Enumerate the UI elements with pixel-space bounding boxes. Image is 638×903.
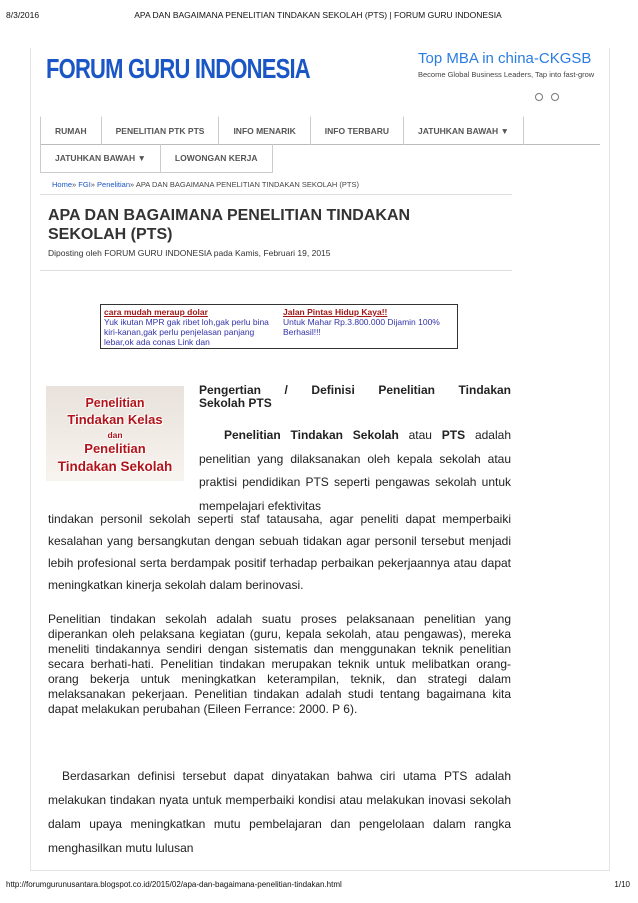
breadcrumb-current: APA DAN BAGAIMANA PENELITIAN TINDAKAN SEKOLAH (PTS) [135, 180, 359, 189]
article-paragraph-3 [48, 764, 511, 860]
main-nav-row2 [40, 144, 600, 172]
thumbnail-line: Tindakan Sekolah [57, 459, 173, 474]
top-ad-description: Become Global Business Leaders, Tap into fast-grow [418, 70, 595, 79]
print-url: http://forumgurunusantara.blogspot.co.id/2015/02/apa-dan-bagaimana-penelitian-tindakan.html [6, 880, 342, 889]
article-paragraph-1-cont: tindakan personil sekolah seperti staf tatausaha, agar peneliti dapat memperbaiki kesalahan yang bersangkutan dengan sebuah tidakan agar personil tersebut menjadi lebih profesional serta berdampak positif terhadap perbaikan pekerjaannya atau dapat meningkatkan kinerja sekolah dalam berinovasi. [48, 512, 511, 592]
article-paragraph-1 [199, 424, 511, 518]
top-ad-title[interactable]: Top MBA in china-CKGSB [418, 50, 592, 67]
text-ad-right-headline[interactable]: Jalan Pintas Hidup Kaya!! [283, 307, 388, 317]
article-subtitle [199, 384, 511, 410]
nav-item-penelitian[interactable]: PENELITIAN PTK PTS [101, 116, 220, 145]
nav-item-rumah[interactable]: RUMAH [40, 116, 102, 145]
breadcrumb-sep: » [130, 180, 135, 189]
top-ad-banner[interactable] [418, 50, 608, 102]
nav-item-dropdown[interactable]: JATUHKAN BAWAH ▼ [403, 116, 524, 145]
carousel-dot-icon[interactable] [535, 93, 543, 101]
print-date: 8/3/2016 [6, 10, 40, 20]
ad-carousel-dots[interactable] [535, 88, 567, 102]
term-pts-abbr: PTS [441, 428, 466, 442]
print-title: APA DAN BAGAIMANA PENELITIAN TINDAKAN SEKOLAH (PTS) | FORUM GURU INDONESIA [134, 10, 502, 20]
post-title: APA DAN BAGAIMANA PENELITIAN TINDAKAN SEKOLAH (PTS) [48, 207, 411, 243]
thumbnail-line: Tindakan Kelas [67, 412, 163, 427]
breadcrumb-category[interactable]: Penelitian [97, 180, 130, 189]
breadcrumb-home[interactable]: Home [52, 180, 73, 189]
text-ad-left-text: Yuk ikutan MPR gak ribet loh,gak perlu bina kiri-kanan,gak perlu penjelasan panjang lebar,ok ada conas Link dan [104, 317, 269, 347]
nav-item-dropdown-2[interactable]: JATUHKAN BAWAH ▼ [40, 144, 161, 173]
article-subtitle-line1: Pengertian / Definisi Penelitian Tindakan [199, 383, 511, 397]
text-ad-left[interactable] [104, 307, 279, 347]
post-byline: Diposting oleh FORUM GURU INDONESIA pada Kamis, Februari 19, 2015 [48, 248, 331, 258]
article-subtitle-line2: Sekolah PTS [199, 396, 272, 410]
article-thumbnail [46, 386, 184, 481]
text: adalah penelitian yang dilaksanakan oleh kepala sekolah atau praktisi pendidikan PTS seperti pengawas sekolah untuk mempelajari efektivitas [199, 428, 511, 513]
nav-item-lowongan-kerja[interactable]: LOWONGAN KERJA [160, 144, 273, 173]
text-ad-right[interactable] [283, 307, 458, 337]
text-ad-box [100, 304, 458, 349]
site-logo[interactable]: FORUM GURU INDONESIA [46, 53, 310, 85]
breadcrumb-fgi[interactable]: FGI [78, 180, 91, 189]
breadcrumb-sep: » [72, 180, 77, 189]
divider [40, 194, 512, 195]
carousel-dot-icon[interactable] [551, 93, 559, 101]
nav-item-info-terbaru[interactable]: INFO TERBARU [310, 116, 404, 145]
nav-item-info-menarik[interactable]: INFO MENARIK [218, 116, 310, 145]
print-page-number: 1/10 [614, 880, 630, 889]
thumbnail-line: Penelitian [84, 441, 146, 456]
article-paragraph-2: Penelitian tindakan sekolah adalah suatu proses pelaksanaan penelitian yang diperankan oleh pelaksana kegiatan (guru, kepala sekolah, atau pengawas), mereka meneliti tindakannya sendiri dengan sistematis dan menggunakan teknik penelitian secara berhati-hati. Penelitian tindakan merupakan teknik untuk melibatkan orang-orang bekerja untuk meningkatkan keterampilan, teknik, dan strategi dalam melaksanakan pekerjaan. Penelitian tindakan adalah studi tentang bagaimana kita dapat melakukan perubahan (Eileen Ferrance: 2000. P 6). [48, 612, 511, 716]
text-ad-left-headline[interactable]: cara mudah meraup dolar [104, 307, 208, 317]
breadcrumb [52, 180, 359, 189]
thumbnail-line: dan [107, 430, 123, 440]
thumbnail-line: Penelitian [85, 396, 145, 410]
text: atau [398, 428, 442, 442]
text: Berdasarkan definisi tersebut dapat dinyatakan bahwa ciri utama PTS adalah melakukan tindakan nyata untuk memperbaiki kondisi atau melakukan inovasi sekolah dalam upaya meningkatkan mutu pembelajaran dan pengelolaan dalam rangka menghasilkan mutu lulusan [48, 769, 511, 855]
main-nav-row1 [40, 116, 600, 145]
divider [40, 270, 512, 271]
term-pts: Penelitian Tindakan Sekolah [224, 428, 399, 442]
text-ad-right-text: Untuk Mahar Rp.3.800.000 Dijamin 100% Berhasil!!! [283, 317, 440, 337]
breadcrumb-sep: » [90, 180, 95, 189]
